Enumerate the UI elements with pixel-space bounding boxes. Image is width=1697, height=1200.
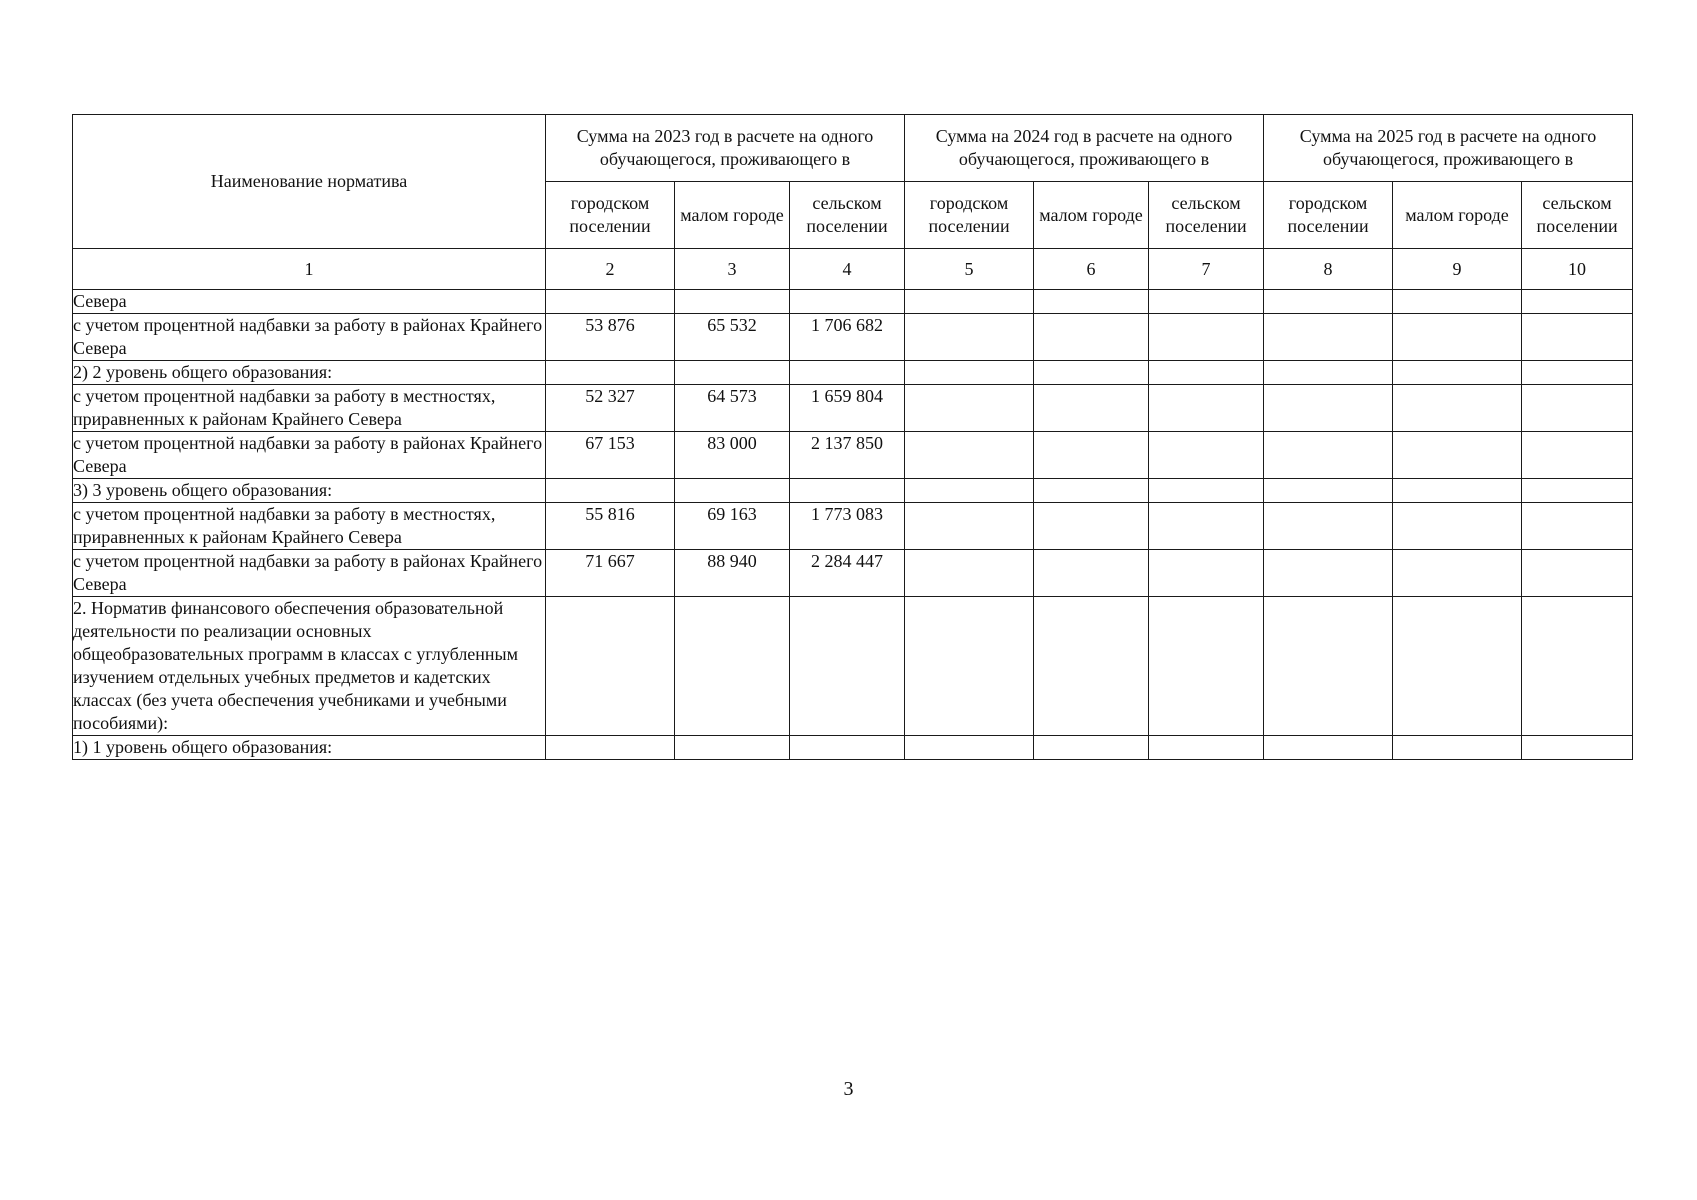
row-value-cell — [546, 597, 675, 736]
row-value-cell: 2 284 447 — [790, 550, 905, 597]
row-value-cell — [1034, 503, 1149, 550]
row-value-cell — [905, 503, 1034, 550]
header-subcol: сельском поселении — [1149, 182, 1264, 249]
header-subcol: малом городе — [1034, 182, 1149, 249]
row-value-cell — [1264, 314, 1393, 361]
header-subcol: малом городе — [1393, 182, 1522, 249]
row-value-cell — [1393, 314, 1522, 361]
row-value-cell — [1393, 290, 1522, 314]
header-group-2025: Сумма на 2025 год в расчете на одного обучающегося, проживающего в — [1264, 115, 1633, 182]
row-value-cell — [546, 736, 675, 760]
row-value-cell: 1 773 083 — [790, 503, 905, 550]
row-value-cell — [546, 361, 675, 385]
row-value-cell: 64 573 — [675, 385, 790, 432]
table-row — [73, 290, 1633, 314]
row-value-cell — [905, 550, 1034, 597]
row-value-cell — [1264, 479, 1393, 503]
row-value-cell — [1149, 503, 1264, 550]
row-value-cell — [790, 479, 905, 503]
row-value-cell: 55 816 — [546, 503, 675, 550]
table-row — [73, 361, 1633, 385]
row-value-cell: 53 876 — [546, 314, 675, 361]
row-value-cell — [1149, 736, 1264, 760]
row-value-cell — [790, 736, 905, 760]
row-label: с учетом процентной надбавки за работу в районах Крайнего Севера — [73, 550, 546, 597]
row-value-cell — [1149, 385, 1264, 432]
row-value-cell — [1149, 550, 1264, 597]
row-value-cell — [1034, 361, 1149, 385]
row-value-cell — [790, 290, 905, 314]
table-row — [73, 314, 1633, 361]
row-value-cell — [1522, 597, 1633, 736]
table-row — [73, 503, 1633, 550]
row-value-cell — [1149, 314, 1264, 361]
header-group-2024: Сумма на 2024 год в расчете на одного обучающегося, проживающего в — [905, 115, 1264, 182]
row-value-cell — [905, 479, 1034, 503]
row-value-cell — [905, 432, 1034, 479]
row-value-cell — [1149, 432, 1264, 479]
row-value-cell — [1393, 503, 1522, 550]
row-value-cell — [675, 736, 790, 760]
row-value-cell — [1522, 736, 1633, 760]
column-number: 10 — [1522, 249, 1633, 290]
table-row — [73, 385, 1633, 432]
row-value-cell — [1522, 361, 1633, 385]
header-name-column: Наименование норматива — [73, 115, 546, 249]
row-value-cell: 1 659 804 — [790, 385, 905, 432]
row-value-cell — [790, 597, 905, 736]
header-subcol: сельском поселении — [790, 182, 905, 249]
column-number: 3 — [675, 249, 790, 290]
row-label: 2) 2 уровень общего образования: — [73, 361, 546, 385]
row-value-cell — [546, 479, 675, 503]
row-label: с учетом процентной надбавки за работу в местностях, приравненных к районам Крайнего Севера — [73, 385, 546, 432]
row-value-cell — [546, 290, 675, 314]
table-row — [73, 550, 1633, 597]
row-label: с учетом процентной надбавки за работу в местностях, приравненных к районам Крайнего Севера — [73, 503, 546, 550]
row-value-cell — [1393, 550, 1522, 597]
row-value-cell — [1522, 432, 1633, 479]
row-value-cell — [1034, 736, 1149, 760]
row-value-cell — [1522, 290, 1633, 314]
row-value-cell — [1264, 361, 1393, 385]
column-number: 4 — [790, 249, 905, 290]
row-label: 3) 3 уровень общего образования: — [73, 479, 546, 503]
column-number: 8 — [1264, 249, 1393, 290]
row-label: с учетом процентной надбавки за работу в районах Крайнего Севера — [73, 432, 546, 479]
row-value-cell — [1034, 314, 1149, 361]
row-value-cell — [905, 361, 1034, 385]
row-value-cell: 69 163 — [675, 503, 790, 550]
row-value-cell — [1034, 385, 1149, 432]
row-value-cell — [905, 597, 1034, 736]
row-value-cell — [905, 736, 1034, 760]
header-subcol: малом городе — [675, 182, 790, 249]
row-value-cell — [1264, 597, 1393, 736]
row-value-cell — [1522, 314, 1633, 361]
row-value-cell — [1264, 503, 1393, 550]
row-value-cell — [1393, 736, 1522, 760]
row-label: Севера — [73, 290, 546, 314]
row-value-cell — [1522, 503, 1633, 550]
header-subcol: городском поселении — [905, 182, 1034, 249]
row-value-cell — [1034, 290, 1149, 314]
row-value-cell — [1264, 385, 1393, 432]
page-number: 3 — [843, 1078, 854, 1100]
row-value-cell — [1149, 290, 1264, 314]
row-value-cell: 83 000 — [675, 432, 790, 479]
row-value-cell — [675, 597, 790, 736]
row-value-cell: 67 153 — [546, 432, 675, 479]
row-value-cell — [1522, 385, 1633, 432]
row-value-cell — [1034, 432, 1149, 479]
row-value-cell: 71 667 — [546, 550, 675, 597]
row-value-cell — [1522, 479, 1633, 503]
row-value-cell — [1393, 597, 1522, 736]
table-row — [73, 736, 1633, 760]
header-row-column-numbers — [73, 249, 1633, 290]
row-value-cell — [905, 314, 1034, 361]
row-value-cell: 65 532 — [675, 314, 790, 361]
row-value-cell — [1034, 550, 1149, 597]
column-number: 6 — [1034, 249, 1149, 290]
row-label: 1) 1 уровень общего образования: — [73, 736, 546, 760]
row-value-cell — [1034, 479, 1149, 503]
row-value-cell — [790, 361, 905, 385]
column-number: 7 — [1149, 249, 1264, 290]
table-body — [73, 290, 1633, 760]
row-value-cell — [1034, 597, 1149, 736]
row-value-cell — [675, 361, 790, 385]
row-value-cell — [675, 290, 790, 314]
row-value-cell — [1264, 432, 1393, 479]
table-header — [73, 115, 1633, 290]
row-value-cell: 2 137 850 — [790, 432, 905, 479]
row-value-cell — [1393, 385, 1522, 432]
row-value-cell — [1393, 432, 1522, 479]
normative-table — [72, 114, 1633, 760]
row-value-cell: 1 706 682 — [790, 314, 905, 361]
normative-table-container — [72, 114, 1632, 760]
column-number: 2 — [546, 249, 675, 290]
header-subcol: городском поселении — [1264, 182, 1393, 249]
header-row-groups — [73, 115, 1633, 182]
row-value-cell — [1522, 550, 1633, 597]
header-group-2023: Сумма на 2023 год в расчете на одного обучающегося, проживающего в — [546, 115, 905, 182]
row-value-cell — [675, 479, 790, 503]
table-row — [73, 597, 1633, 736]
row-value-cell — [1264, 736, 1393, 760]
row-value-cell — [1393, 361, 1522, 385]
row-value-cell — [905, 385, 1034, 432]
row-label: 2. Норматив финансового обеспечения образовательной деятельности по реализации основных общеобразовательных программ в классах с углубленным изучением отдельных учебных предметов и кадетских классах (без учета обеспечения учебниками и учебными пособиями): — [73, 597, 546, 736]
column-number: 9 — [1393, 249, 1522, 290]
column-number: 1 — [73, 249, 546, 290]
row-value-cell — [1393, 479, 1522, 503]
row-value-cell — [1264, 550, 1393, 597]
row-value-cell — [1264, 290, 1393, 314]
header-subcol: городском поселении — [546, 182, 675, 249]
table-row — [73, 479, 1633, 503]
row-value-cell: 88 940 — [675, 550, 790, 597]
row-label: с учетом процентной надбавки за работу в районах Крайнего Севера — [73, 314, 546, 361]
row-value-cell — [1149, 361, 1264, 385]
table-row — [73, 432, 1633, 479]
row-value-cell — [1149, 479, 1264, 503]
row-value-cell — [905, 290, 1034, 314]
column-number: 5 — [905, 249, 1034, 290]
header-subcol: сельском поселении — [1522, 182, 1633, 249]
row-value-cell: 52 327 — [546, 385, 675, 432]
row-value-cell — [1149, 597, 1264, 736]
